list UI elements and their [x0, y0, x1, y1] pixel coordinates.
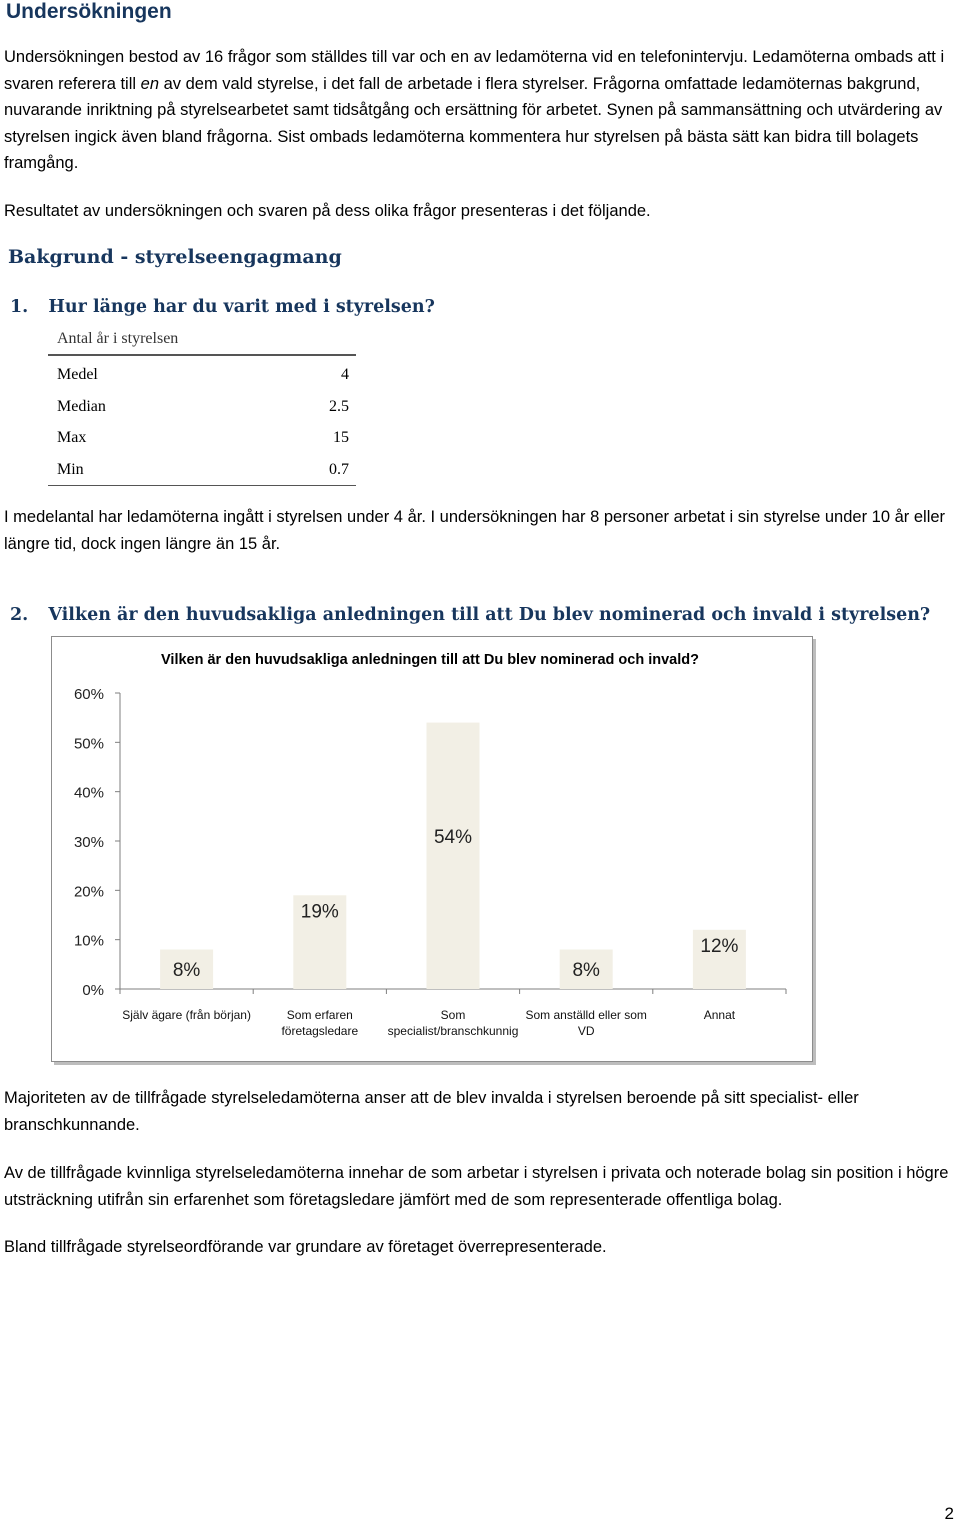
category-label: företagsledare	[281, 1024, 359, 1038]
stats-value: 2.5	[329, 397, 349, 415]
category-label: Annat	[703, 1008, 736, 1022]
intro-text: Undersökningen bestod av 16 frågor som ställdes till var och en av ledamöterna vid en telefonintervju. Ledamöterna ombads att i svaren referera till	[4, 48, 945, 93]
page-number: 2	[944, 1504, 954, 1523]
question-2-text: Vilken är den huvudsakliga anledningen till att Du blev nominerad och invald i styrelsen?	[48, 605, 931, 625]
question-2-comment-2: Av de tillfrågade kvinnliga styrelseledamöterna innehar de som arbetar i styrelsen i privata och noterade bolag sin position i högre utsträckning utifrån sin erfarenhet som företagsledare jämfört med de som representerade offentliga bolag.	[4, 1164, 949, 1209]
category-label: VD	[577, 1024, 595, 1038]
category-label: specialist/branschkunnig	[387, 1024, 519, 1038]
data-label: 54%	[433, 827, 473, 849]
category-label: Själv ägare (från början)	[122, 1008, 251, 1022]
stats-row-median	[48, 391, 356, 423]
stats-label: Min	[57, 460, 84, 478]
question-2-number: 2.	[10, 605, 29, 625]
question-1-comment: I medelantal har ledamöterna ingått i styrelsen under 4 år. I undersökningen har 8 personer arbetat i sin styrelse under 10 år eller längre tid, dock ingen längre än 15 år.	[4, 508, 946, 553]
page-heading: Undersökningen	[6, 0, 172, 23]
question-1-text: Hur länge har du varit med i styrelsen?	[48, 297, 435, 317]
category-label: Som	[440, 1008, 466, 1022]
data-label: 12%	[700, 935, 739, 957]
stats-label: Medel	[57, 366, 98, 383]
stats-table	[48, 322, 356, 486]
data-label: 8%	[172, 960, 201, 981]
intro-paragraph	[4, 44, 956, 177]
category-label: Som erfaren	[286, 1008, 353, 1022]
stats-row-max	[48, 422, 356, 454]
y-tick-label: 0%	[82, 982, 104, 999]
question-2-comment-1: Majoriteten av de tillfrågade styrelseledamöterna anser att de blev invalda i styrelsen beroende på sitt specialist- eller branschkunnande.	[4, 1089, 859, 1134]
stats-value: 15	[333, 429, 349, 447]
stats-table-bottom-rule	[48, 485, 356, 486]
question-2-comment-3: Bland tillfrågade styrelseordförande var grundare av företaget överrepresenterade.	[4, 1238, 607, 1256]
stats-value: 0.7	[329, 460, 349, 478]
question-1-number: 1.	[10, 297, 29, 317]
y-tick-label: 60%	[73, 686, 104, 703]
section-title: Bakgrund - styrelseengagmang	[8, 246, 342, 268]
stats-label: Median	[57, 397, 106, 415]
stats-row-medel	[48, 359, 356, 391]
results-intro: Resultatet av undersökningen och svaren på dess olika frågor presenteras i det följande.	[4, 202, 651, 220]
y-tick-label: 50%	[73, 735, 104, 753]
chart-title: Vilken är den huvudsakliga anledningen till att Du blev nominerad och invald?	[161, 652, 699, 668]
data-label: 8%	[572, 960, 600, 981]
stats-label: Max	[57, 429, 87, 447]
y-tick-label: 10%	[73, 932, 104, 950]
intro-emphasis: en	[140, 74, 159, 93]
category-label: Som anställd eller som	[525, 1008, 647, 1022]
y-tick-label: 20%	[73, 883, 104, 901]
bar	[427, 723, 480, 989]
intro-text-rest: av dem vald styrelse, i det fall de arbetade i flera styrelser. Frågorna omfattade ledamöternas bakgrund, nuvarande inriktning på styrelsearbetet samt tidsåtgång och ersättning för arbetet. Synen på sammansättning och utvärdering av styrelsen ingick även bland frågorna. Sist ombads ledamöterna kommentera hur styrelsen på bästa sätt kan bidra till bolagets framgång.	[4, 74, 943, 172]
bar-chart	[0, 600, 960, 1070]
stats-table-header: Antal år i styrelsen	[48, 322, 356, 356]
stats-row-min	[48, 454, 356, 486]
data-label: 19%	[300, 901, 339, 923]
y-tick-label: 30%	[73, 834, 104, 851]
stats-value: 4	[341, 366, 349, 383]
question-1	[10, 297, 435, 317]
y-tick-label: 40%	[73, 784, 104, 802]
